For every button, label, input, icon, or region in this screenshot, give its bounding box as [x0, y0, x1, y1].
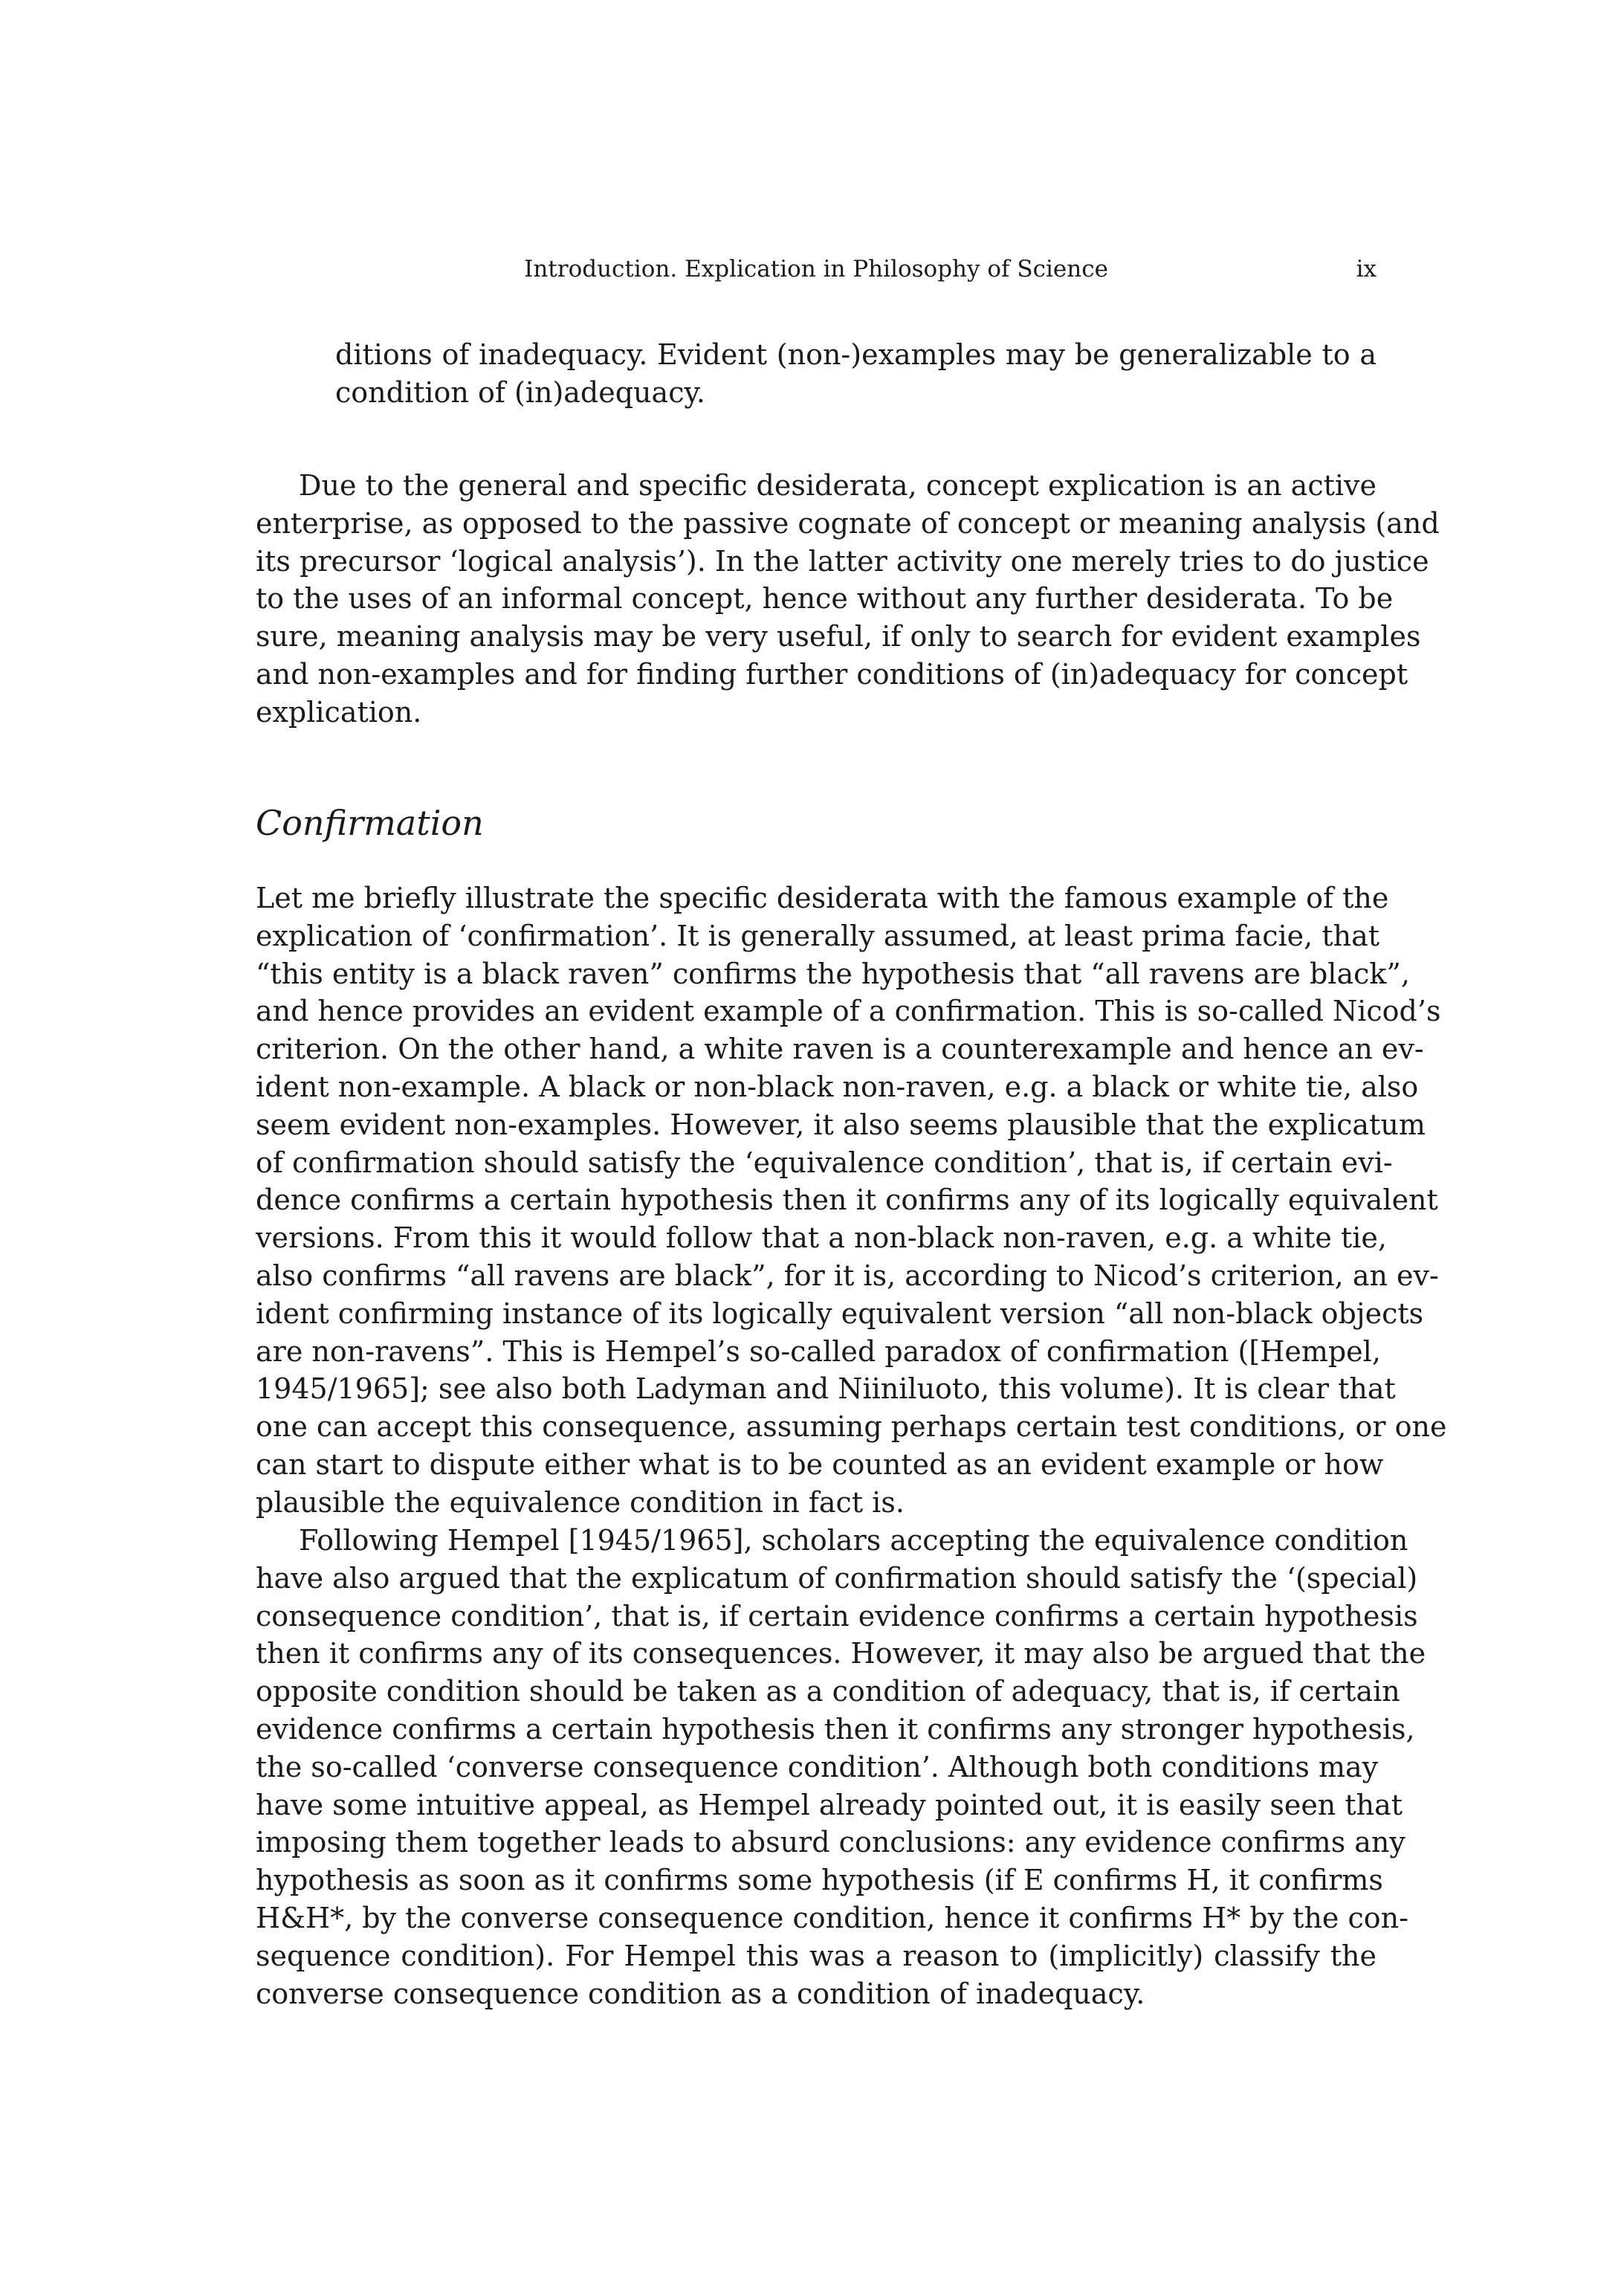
text-line: evidence confirms a certain hypothesis then it confirms any stronger hypothesis, — [256, 1712, 1415, 1746]
text-line: its precursor ‘logical analysis’). In the latter activity one merely tries to do justice — [256, 544, 1429, 578]
text-line: enterprise, as opposed to the passive cognate of concept or meaning analysis (and — [256, 506, 1440, 540]
text-line: hypothesis as soon as it confirms some hypothesis (if E confirms H, it confirms — [256, 1864, 1383, 1897]
text-line: dence confirms a certain hypothesis then it confirms any of its logically equivalent — [256, 1184, 1438, 1217]
text-line: condition of (in)adequacy. — [335, 375, 705, 409]
text-line: the so-called ‘converse consequence condition’. Although both conditions may — [256, 1750, 1379, 1783]
text-line: imposing them together leads to absurd conclusions: any evidence confirms any — [256, 1826, 1405, 1859]
text-line: opposite condition should be taken as a condition of adequacy, that is, if certain — [256, 1675, 1400, 1708]
text-line: consequence condition’, that is, if certain evidence confirms a certain hypothesis — [256, 1599, 1418, 1633]
running-head-title: Introduction. Explication in Philosophy of Science — [524, 256, 1108, 282]
text-line: then it confirms any of its consequences. However, it may also be argued that the — [256, 1637, 1426, 1670]
text-line: Due to the general and specific desiderata, concept explication is an active — [299, 469, 1376, 502]
text-line: converse consequence condition as a condition of inadequacy. — [256, 1977, 1145, 2010]
text-line: sequence condition). For Hempel this was a reason to (implicitly) classify the — [256, 1939, 1376, 1972]
text-line: sure, meaning analysis may be very useful, if only to search for evident examples — [256, 620, 1421, 653]
text-line: ditions of inadequacy. Evident (non-)examples may be generalizable to a — [335, 338, 1376, 371]
text-line: and hence provides an evident example of a confirmation. This is so-called Nicod’s — [256, 995, 1441, 1028]
text-line: have also argued that the explicatum of confirmation should satisfy the ‘(special) — [256, 1561, 1418, 1595]
text-line: 1945/1965]; see also both Ladyman and Niiniluoto, this volume). It is clear that — [256, 1372, 1396, 1406]
page-number: ix — [1356, 256, 1376, 282]
running-head — [256, 253, 1376, 285]
text-line: plausible the equivalence condition in fact is. — [256, 1485, 905, 1519]
text-line: H&H*, by the converse consequence condition, hence it confirms H* by the con- — [256, 1901, 1408, 1934]
text-line: also confirms “all ravens are black”, for it is, according to Nicod’s criterion, an ev- — [256, 1259, 1439, 1292]
text-line: versions. From this it would follow that a non-black non-raven, e.g. a white tie, — [256, 1221, 1387, 1255]
text-line: to the uses of an informal concept, hence without any further desiderata. To be — [256, 582, 1394, 616]
text-line: Following Hempel [1945/1965], scholars accepting the equivalence condition — [299, 1524, 1408, 1557]
text-line: ident confirming instance of its logically equivalent version “all non-black objects — [256, 1297, 1424, 1330]
text-line: criterion. On the other hand, a white raven is a counterexample and hence an ev- — [256, 1033, 1424, 1066]
text-line: of confirmation should satisfy the ‘equivalence condition’, that is, if certain evi- — [256, 1146, 1393, 1179]
section-heading: Confirmation — [256, 803, 484, 843]
text-line: and non-examples and for finding further conditions of (in)adequacy for concept — [256, 657, 1408, 691]
text-line: seem evident non-examples. However, it also seems plausible that the explicatum — [256, 1108, 1426, 1141]
text-line: are non-ravens”. This is Hempel’s so-called paradox of confirmation ([Hempel, — [256, 1334, 1381, 1368]
text-line: one can accept this consequence, assuming perhaps certain test conditions, or one — [256, 1410, 1447, 1444]
text-line: Let me briefly illustrate the specific desiderata with the famous example of the — [256, 882, 1389, 914]
paragraph-explication-vs-analysis — [256, 467, 1440, 732]
continued-list-item — [335, 336, 1376, 412]
text-line: have some intuitive appeal, as Hempel already pointed out, it is easily seen that — [256, 1788, 1403, 1821]
text-line: “this entity is a black raven” confirms the hypothesis that “all ravens are black”, — [256, 957, 1410, 990]
text-line: explication of ‘confirmation’. It is generally assumed, at least prima facie, that — [256, 919, 1380, 952]
text-line: ident non-example. A black or non-black non-raven, e.g. a black or white tie, also — [256, 1070, 1419, 1103]
text-line: can start to dispute either what is to be counted as an evident example or how — [256, 1447, 1384, 1481]
paragraph-consequence-condition — [256, 1522, 1426, 2012]
text-line: explication. — [256, 695, 422, 729]
paragraph-confirmation-intro — [256, 879, 1447, 1522]
